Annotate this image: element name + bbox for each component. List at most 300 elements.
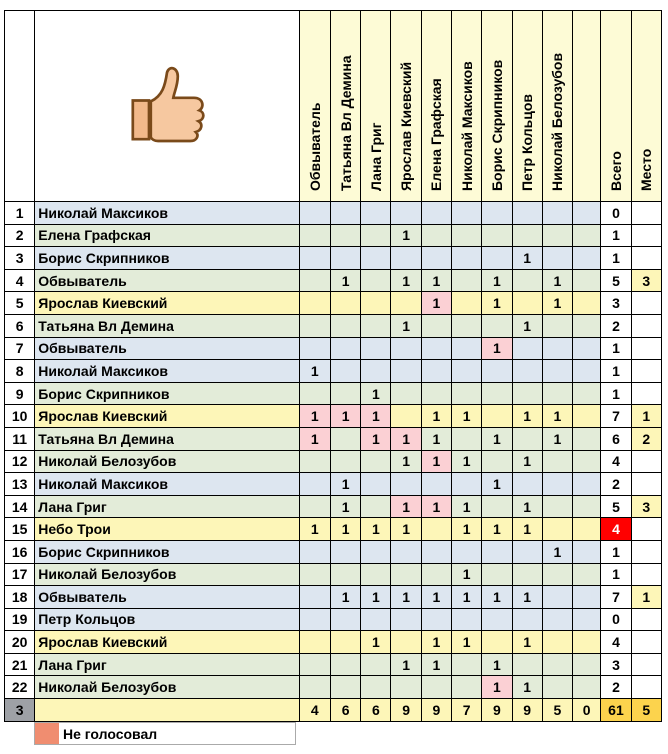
vote-cell: 1: [299, 427, 330, 450]
vote-cell: 1: [542, 427, 572, 450]
vote-cell: 1: [421, 495, 451, 518]
vote-cell: [330, 608, 360, 631]
vote-cell: 1: [391, 518, 421, 541]
participant-name: Ярослав Киевский: [35, 292, 299, 315]
vote-cell: 1: [452, 450, 482, 473]
vote-cell: 1: [452, 563, 482, 586]
vote-cell: [391, 631, 421, 654]
vote-cell: [512, 202, 542, 225]
row-total: 4: [601, 450, 631, 473]
vote-cell: [482, 608, 512, 631]
vote-cell: [542, 586, 572, 609]
vote-cell: 1: [482, 676, 512, 699]
row-total: 6: [601, 427, 631, 450]
vote-cell: 1: [482, 473, 512, 496]
row-total: 0: [601, 608, 631, 631]
table-row: [5, 563, 662, 586]
vote-cell: [330, 540, 360, 563]
row-place: [631, 653, 661, 676]
vote-cell: [330, 653, 360, 676]
vote-cell: 1: [512, 405, 542, 428]
place-header-label: Место: [638, 148, 655, 191]
vote-cell-extra: [573, 224, 601, 247]
row-number: 11: [5, 427, 35, 450]
vote-cell: 1: [330, 518, 360, 541]
vote-cell: [391, 608, 421, 631]
participant-name: Николай Белозубов: [35, 563, 299, 586]
vote-cell: [542, 247, 572, 270]
vote-cell: 1: [391, 653, 421, 676]
vote-cell: [299, 450, 330, 473]
vote-cell: [512, 292, 542, 315]
vote-cell: [421, 540, 451, 563]
vote-cell: [421, 314, 451, 337]
legend: [34, 722, 296, 745]
row-total: 7: [601, 586, 631, 609]
row-total: 2: [601, 676, 631, 699]
row-total: 5: [601, 269, 631, 292]
vote-cell: [452, 540, 482, 563]
total-header: [601, 11, 631, 202]
vote-cell: [391, 360, 421, 383]
vote-cell: 1: [421, 586, 451, 609]
vote-cell: [542, 314, 572, 337]
row-number: 18: [5, 586, 35, 609]
column-header-9: [542, 11, 572, 202]
table-row: [5, 540, 662, 563]
vote-cell: 1: [482, 292, 512, 315]
vote-cell: 1: [361, 405, 391, 428]
vote-cell: 1: [512, 314, 542, 337]
vote-cell-extra: [573, 450, 601, 473]
row-total: 1: [601, 224, 631, 247]
participant-name: Татьяна Вл Демина: [35, 314, 299, 337]
column-header-label: Ярослав Киевский: [398, 61, 415, 191]
vote-cell: [299, 247, 330, 270]
vote-cell: [361, 608, 391, 631]
vote-cell: [542, 473, 572, 496]
row-number: 4: [5, 269, 35, 292]
vote-cell: 1: [330, 405, 360, 428]
vote-cell: [542, 337, 572, 360]
participant-name: Татьяна Вл Демина: [35, 427, 299, 450]
vote-cell: [330, 382, 360, 405]
vote-cell: 1: [512, 518, 542, 541]
vote-cell: 1: [452, 586, 482, 609]
vote-cell: [361, 450, 391, 473]
vote-cell: [361, 247, 391, 270]
row-place: [631, 202, 661, 225]
column-total: 9: [421, 699, 451, 722]
vote-cell: [482, 360, 512, 383]
vote-cell: [482, 224, 512, 247]
row-number: 16: [5, 540, 35, 563]
vote-cell: [299, 473, 330, 496]
summary-row: [5, 699, 662, 722]
vote-cell-extra: [573, 631, 601, 654]
vote-cell-extra: [573, 608, 601, 631]
vote-cell-extra: [573, 540, 601, 563]
table-row: [5, 608, 662, 631]
vote-cell: [482, 314, 512, 337]
vote-cell: [361, 269, 391, 292]
row-place: [631, 563, 661, 586]
vote-cell: 1: [542, 405, 572, 428]
vote-cell: [391, 563, 421, 586]
row-total: 1: [601, 382, 631, 405]
vote-cell: [421, 202, 451, 225]
vote-cell: [542, 631, 572, 654]
vote-cell: 1: [391, 314, 421, 337]
row-total: 2: [601, 314, 631, 337]
participant-name: Обвыватель: [35, 586, 299, 609]
vote-cell: 1: [482, 427, 512, 450]
participant-name: Ярослав Киевский: [35, 631, 299, 654]
grand-total: 61: [601, 699, 631, 722]
row-number: 19: [5, 608, 35, 631]
row-total: 1: [601, 247, 631, 270]
vote-cell: [542, 382, 572, 405]
vote-cell: 1: [361, 586, 391, 609]
table-row: [5, 495, 662, 518]
summary-label: [35, 699, 299, 722]
vote-cell: [482, 450, 512, 473]
vote-cell: [391, 540, 421, 563]
row-number: 2: [5, 224, 35, 247]
vote-cell: 1: [421, 292, 451, 315]
column-header-label: Обвыватель: [306, 102, 323, 191]
vote-cell: [512, 337, 542, 360]
vote-cell: 1: [361, 518, 391, 541]
vote-cell: 1: [482, 337, 512, 360]
vote-cell: [512, 360, 542, 383]
vote-cell: [330, 450, 360, 473]
legend-text: Не голосовал: [63, 725, 158, 742]
participant-name: Николай Белозубов: [35, 450, 299, 473]
participant-name: Николай Максиков: [35, 360, 299, 383]
vote-cell: [452, 292, 482, 315]
vote-cell: [330, 427, 360, 450]
row-number: 12: [5, 450, 35, 473]
vote-cell: 1: [421, 450, 451, 473]
vote-cell: [361, 360, 391, 383]
vote-cell: [361, 202, 391, 225]
corner-cell: [5, 11, 35, 202]
vote-cell: [330, 202, 360, 225]
vote-cell: [452, 676, 482, 699]
column-header-1: [299, 11, 330, 202]
vote-cell: [452, 314, 482, 337]
vote-cell: [391, 676, 421, 699]
row-total: 1: [601, 540, 631, 563]
vote-cell: [421, 676, 451, 699]
vote-cell: [391, 405, 421, 428]
column-header-7: [482, 11, 512, 202]
vote-cell: [299, 540, 330, 563]
vote-cell: [542, 224, 572, 247]
vote-cell: [299, 292, 330, 315]
row-total: 2: [601, 473, 631, 496]
vote-cell: [421, 518, 451, 541]
column-total: 7: [452, 699, 482, 722]
vote-cell-extra: [573, 586, 601, 609]
vote-cell: 1: [452, 518, 482, 541]
vote-cell: [452, 382, 482, 405]
summary-place: 5: [631, 699, 661, 722]
participant-name: Борис Скрипников: [35, 382, 299, 405]
column-header-4: [391, 11, 421, 202]
vote-cell: [542, 360, 572, 383]
thumbs-up-icon: [122, 60, 212, 150]
vote-cell: [482, 382, 512, 405]
vote-cell: [361, 653, 391, 676]
vote-cell: [391, 337, 421, 360]
row-total: 3: [601, 292, 631, 315]
vote-cell: [361, 495, 391, 518]
row-number: 6: [5, 314, 35, 337]
vote-cell: [361, 314, 391, 337]
participant-name: Ярослав Киевский: [35, 405, 299, 428]
vote-cell: [391, 292, 421, 315]
participant-name: Петр Кольцов: [35, 608, 299, 631]
row-total: 1: [601, 563, 631, 586]
vote-cell: [512, 269, 542, 292]
vote-cell: [330, 337, 360, 360]
row-number: 8: [5, 360, 35, 383]
vote-cell: [391, 247, 421, 270]
vote-cell: [542, 608, 572, 631]
row-place: [631, 247, 661, 270]
row-number: 7: [5, 337, 35, 360]
vote-cell: 1: [482, 586, 512, 609]
table-row: [5, 450, 662, 473]
vote-cell: 1: [512, 586, 542, 609]
table-row: [5, 473, 662, 496]
row-total: 7: [601, 405, 631, 428]
column-header-label: Борис Скрипников: [488, 59, 505, 191]
vote-cell-extra: [573, 405, 601, 428]
vote-cell: 1: [512, 247, 542, 270]
vote-cell: 1: [452, 405, 482, 428]
participant-name: Николай Максиков: [35, 202, 299, 225]
table-row: [5, 269, 662, 292]
vote-cell: 1: [512, 631, 542, 654]
vote-cell: [421, 563, 451, 586]
vote-cell: [330, 314, 360, 337]
vote-cell-extra: [573, 518, 601, 541]
vote-cell-extra: [573, 427, 601, 450]
column-header-8: [512, 11, 542, 202]
column-header-3: [361, 11, 391, 202]
vote-cell: [299, 224, 330, 247]
vote-cell: [452, 337, 482, 360]
vote-cell: [512, 382, 542, 405]
row-number: 17: [5, 563, 35, 586]
column-header-label: Татьяна Вл Демина: [337, 55, 354, 191]
vote-cell-extra: [573, 337, 601, 360]
row-place: [631, 224, 661, 247]
row-total: 4: [601, 631, 631, 654]
vote-cell: [482, 495, 512, 518]
row-place: [631, 382, 661, 405]
row-number: 5: [5, 292, 35, 315]
row-number: 14: [5, 495, 35, 518]
row-place: [631, 631, 661, 654]
table-row: [5, 337, 662, 360]
vote-cell: [452, 473, 482, 496]
vote-cell: [542, 676, 572, 699]
table-row: [5, 631, 662, 654]
vote-cell: 1: [391, 269, 421, 292]
vote-cell: 1: [421, 269, 451, 292]
vote-cell: [361, 473, 391, 496]
column-total: 9: [482, 699, 512, 722]
vote-cell: 1: [482, 518, 512, 541]
table-row: [5, 382, 662, 405]
row-number: 1: [5, 202, 35, 225]
participant-name: Обвыватель: [35, 269, 299, 292]
vote-cell: [542, 518, 572, 541]
vote-cell: 1: [330, 269, 360, 292]
vote-cell: [421, 382, 451, 405]
vote-cell: [299, 337, 330, 360]
vote-cell: [452, 202, 482, 225]
vote-cell: [299, 586, 330, 609]
vote-cell: [421, 337, 451, 360]
vote-cell: [512, 540, 542, 563]
vote-cell: [299, 269, 330, 292]
vote-cell: [542, 202, 572, 225]
vote-cell: [299, 314, 330, 337]
row-place: [631, 676, 661, 699]
vote-cell: [452, 224, 482, 247]
table-row: [5, 202, 662, 225]
row-place: [631, 608, 661, 631]
row-number: 21: [5, 653, 35, 676]
vote-cell: [299, 653, 330, 676]
vote-cell: [421, 608, 451, 631]
vote-cell: [452, 269, 482, 292]
legend-swatch: [35, 723, 59, 744]
column-total: 9: [391, 699, 421, 722]
vote-cell: 1: [361, 382, 391, 405]
summary-count: 3: [5, 699, 35, 722]
vote-cell: 1: [482, 269, 512, 292]
column-header-2: [330, 11, 360, 202]
vote-cell: [421, 360, 451, 383]
column-total: 5: [542, 699, 572, 722]
vote-cell: 1: [391, 427, 421, 450]
vote-cell: [330, 292, 360, 315]
vote-cell: [421, 247, 451, 270]
vote-cell: [452, 360, 482, 383]
vote-cell-extra: [573, 202, 601, 225]
vote-cell-extra: [573, 292, 601, 315]
row-place: [631, 314, 661, 337]
row-number: 13: [5, 473, 35, 496]
logo-cell: [35, 11, 299, 202]
column-total: 9: [512, 699, 542, 722]
vote-cell: 1: [330, 586, 360, 609]
column-header-label: Елена Графская: [428, 78, 445, 191]
vote-cell: 1: [512, 676, 542, 699]
vote-cell: [512, 427, 542, 450]
row-place: 2: [631, 427, 661, 450]
vote-cell: [452, 427, 482, 450]
row-number: 22: [5, 676, 35, 699]
vote-cell: [391, 382, 421, 405]
column-total: 0: [573, 699, 601, 722]
participant-name: Борис Скрипников: [35, 540, 299, 563]
column-header-6: [452, 11, 482, 202]
row-place: [631, 360, 661, 383]
vote-cell: 1: [452, 631, 482, 654]
row-place: [631, 337, 661, 360]
vote-cell: [542, 563, 572, 586]
table-row: [5, 224, 662, 247]
vote-cell: [330, 224, 360, 247]
row-number: 20: [5, 631, 35, 654]
table-row: [5, 360, 662, 383]
row-place: 1: [631, 586, 661, 609]
row-place: [631, 292, 661, 315]
vote-cell: [330, 676, 360, 699]
vote-cell: [542, 495, 572, 518]
vote-cell: 1: [512, 450, 542, 473]
table-row: [5, 586, 662, 609]
row-place: [631, 540, 661, 563]
vote-cell-extra: [573, 382, 601, 405]
vote-cell: [330, 631, 360, 654]
row-place: [631, 518, 661, 541]
vote-cell: [482, 202, 512, 225]
column-header-extra: [573, 11, 601, 202]
vote-cell: 1: [421, 427, 451, 450]
vote-cell: 1: [542, 540, 572, 563]
place-header: [631, 11, 661, 202]
vote-cell: 1: [421, 653, 451, 676]
table-row: [5, 247, 662, 270]
vote-cell: 1: [482, 653, 512, 676]
row-number: 10: [5, 405, 35, 428]
vote-cell: [482, 247, 512, 270]
row-number: 9: [5, 382, 35, 405]
vote-cell: 1: [542, 292, 572, 315]
vote-cell: [421, 473, 451, 496]
vote-cell: [299, 631, 330, 654]
vote-cell: [482, 405, 512, 428]
vote-cell-extra: [573, 653, 601, 676]
vote-cell: 1: [512, 495, 542, 518]
table-row: [5, 518, 662, 541]
vote-cell: [330, 563, 360, 586]
results-table: [4, 10, 662, 722]
vote-cell: 1: [361, 427, 391, 450]
vote-cell: 1: [391, 224, 421, 247]
row-number: 15: [5, 518, 35, 541]
vote-cell-extra: [573, 360, 601, 383]
row-place: 3: [631, 495, 661, 518]
vote-cell: 1: [361, 631, 391, 654]
vote-cell: [299, 495, 330, 518]
vote-cell: [391, 473, 421, 496]
vote-cell: 1: [299, 360, 330, 383]
table-row: [5, 427, 662, 450]
vote-cell: 1: [299, 405, 330, 428]
vote-cell: 1: [542, 269, 572, 292]
vote-cell: 1: [299, 518, 330, 541]
vote-cell-extra: [573, 495, 601, 518]
